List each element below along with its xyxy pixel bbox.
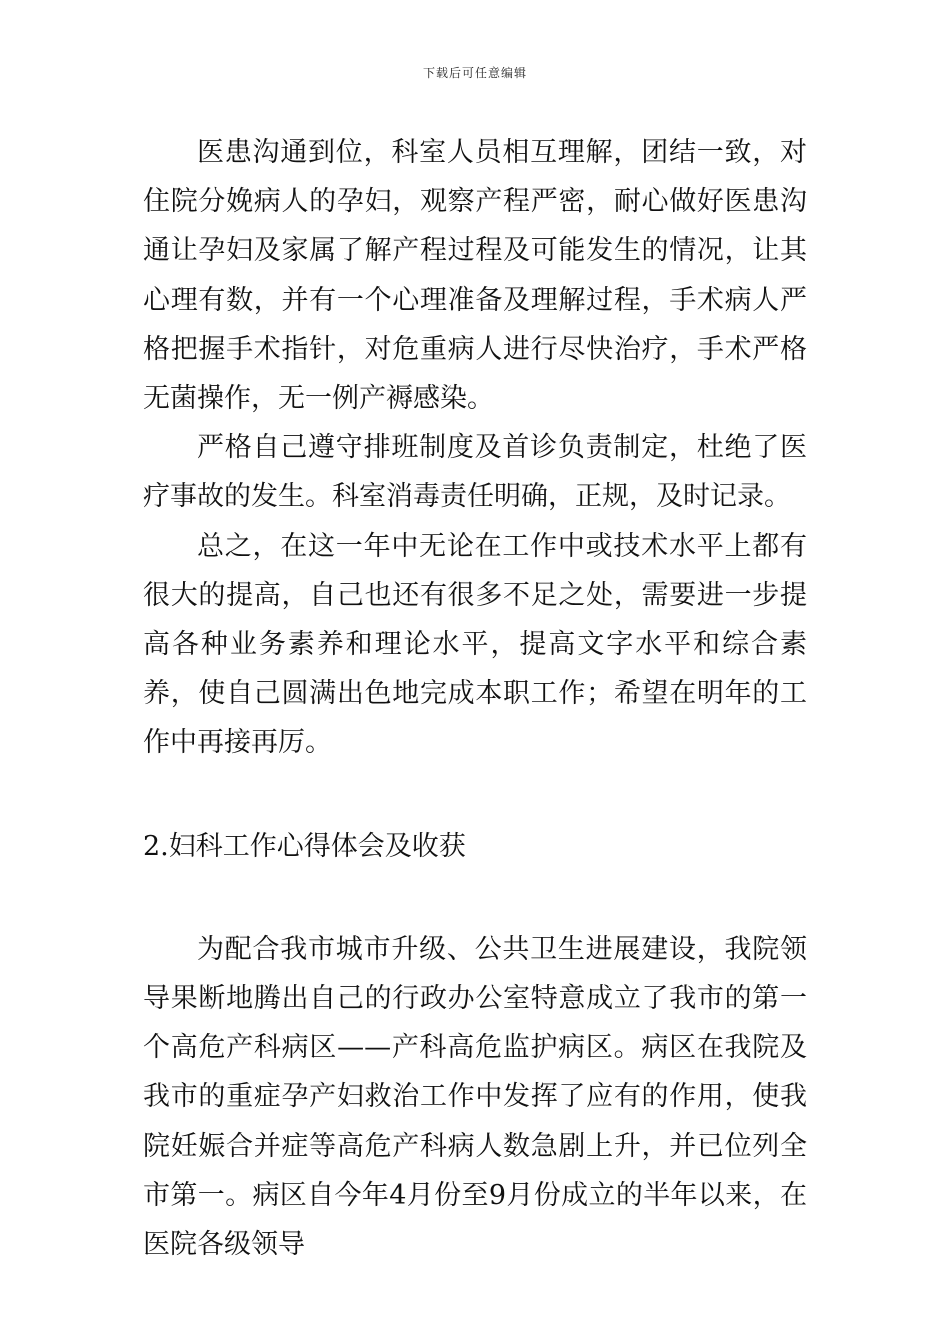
document-body bbox=[143, 128, 807, 1269]
paragraph-ward-establishment: 为配合我市城市升级、公共卫生进展建设，我院领导果断地腾出自己的行政办公室特意成立了我市的第一个高危产科病区——产科高危监护病区。病区在我院及我市的重症孕产妇救治工作中发挥了应有的作用，使我院妊娠合并症等高危产科病人数急剧上升，并已位列全市第一。病区自今年4月份至9月份成立的半年以来，在医院各级领导 bbox=[143, 933, 807, 1261]
paragraph-scheduling: 严格自己遵守排班制度及首诊负责制定，杜绝了医疗事故的发生。科室消毒责任明确，正规，及时记录。 bbox=[143, 432, 807, 513]
spacer bbox=[143, 871, 807, 925]
spacer bbox=[143, 768, 807, 822]
section-heading: 2.妇科工作心得体会及收获 bbox=[143, 830, 466, 862]
page-header: 下载后可任意编辑 bbox=[422, 66, 527, 80]
paragraph-summary: 总之，在这一年中无论在工作中或技术水平上都有很大的提高，自己也还有很多不足之处，需要进一步提高各种业务素养和理论水平，提高文字水平和综合素养，使自己圆满出色地完成本职工作；希望在明年的工作中再接再厉。 bbox=[143, 530, 807, 759]
paragraph-communication: 医患沟通到位，科室人员相互理解，团结一致，对住院分娩病人的孕妇，观察产程严密，耐心做好医患沟通让孕妇及家属了解产程过程及可能发生的情况，让其心理有数，并有一个心理准备及理解过程，手术病人严格把握手术指针，对危重病人进行尽快治疗，手术严格无菌操作，无一例产褥感染。 bbox=[143, 137, 807, 415]
